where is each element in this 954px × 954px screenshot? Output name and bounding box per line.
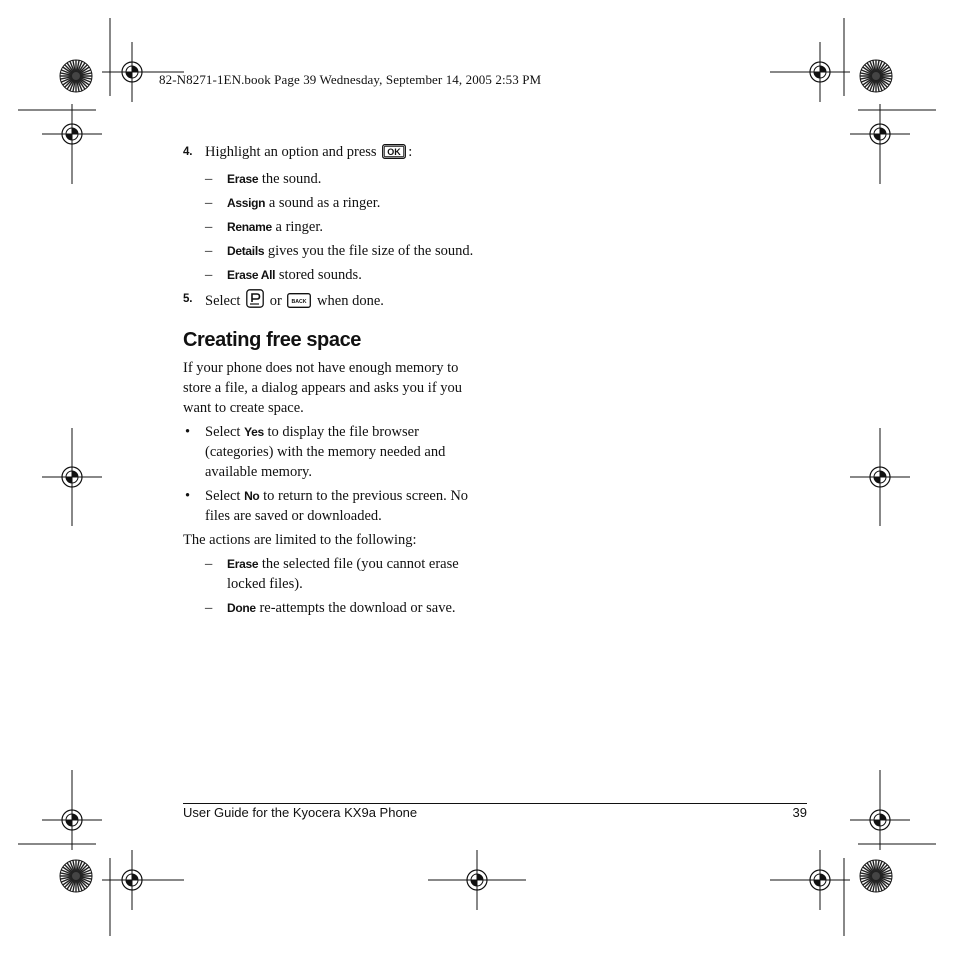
bullet-item: • Select No to return to the previous screen. No files are saved or downloaded. [185,488,469,524]
back-key-label: BACK [291,299,307,305]
bullet-term: Yes [244,425,264,439]
section-heading: Creating free space [183,329,362,351]
bullet-prefix: Select [205,488,241,504]
intro-paragraph: If your phone does not have enough memory to store a file, a dialog appears and asks you if you want to create space. [183,360,463,416]
action-item: – Done re-attempts the download or save. [205,600,456,616]
option-item: – Erase All stored sounds. [205,267,362,283]
step-text: Select [205,293,241,309]
option-term: Erase All [227,268,276,282]
action-item: – Erase the selected file (you cannot erase locked files). [205,556,459,592]
bullet-desc: to return to the previous screen. No files are saved or downloaded. [205,488,469,524]
back-key-icon [287,293,311,314]
step-text-end: : [408,144,413,160]
option-desc: stored sounds. [278,267,362,283]
actions-intro: The actions are limited to the following: [183,532,417,548]
step-number: 4. [183,146,193,158]
ok-key-icon [382,144,406,165]
option-item: – Erase the sound. [205,171,322,187]
option-term: Rename [227,220,272,234]
option-term: Details [227,244,265,258]
step-text-or: or [269,293,282,309]
step-text-end: when done. [317,293,384,309]
step-5 [183,289,483,314]
footer-title: User Guide for the Kyocera KX9a Phone [183,805,418,820]
option-desc: a ringer. [275,219,324,235]
option-desc: gives you the file size of the sound. [267,243,474,259]
ok-key-label: OK [387,147,401,157]
step-number: 5. [183,293,193,305]
action-desc: the selected file (you cannot erase locked files). [227,556,459,592]
option-item: – Details gives you the file size of the sound. [205,243,474,259]
option-term: Assign [227,196,266,210]
book-info-header: 82-N8271-1EN.book Page 39 Wednesday, September 14, 2005 2:53 PM [159,72,542,87]
action-desc: re-attempts the download or save. [259,600,456,616]
page-content [183,142,483,622]
action-term: Erase [227,557,259,571]
bullet-desc: to display the file browser (categories) with the memory needed and available memory. [205,424,446,480]
bullet-term: No [244,489,260,503]
footer-rule [183,803,807,804]
option-item: – Assign a sound as a ringer. [205,195,381,211]
option-item: – Rename a ringer. [205,219,324,235]
option-desc: the sound. [261,171,322,187]
action-term: Done [227,601,256,615]
step-text: Highlight an option and press [205,144,377,160]
option-desc: a sound as a ringer. [268,195,381,211]
left-softkey-icon [246,289,264,314]
bullet-prefix: Select [205,424,241,440]
step-4 [183,142,483,165]
bullet-item: • Select Yes to display the file browser (categories) with the memory needed and available memory. [185,424,446,480]
option-term: Erase [227,172,259,186]
page-number: 39 [792,805,807,820]
